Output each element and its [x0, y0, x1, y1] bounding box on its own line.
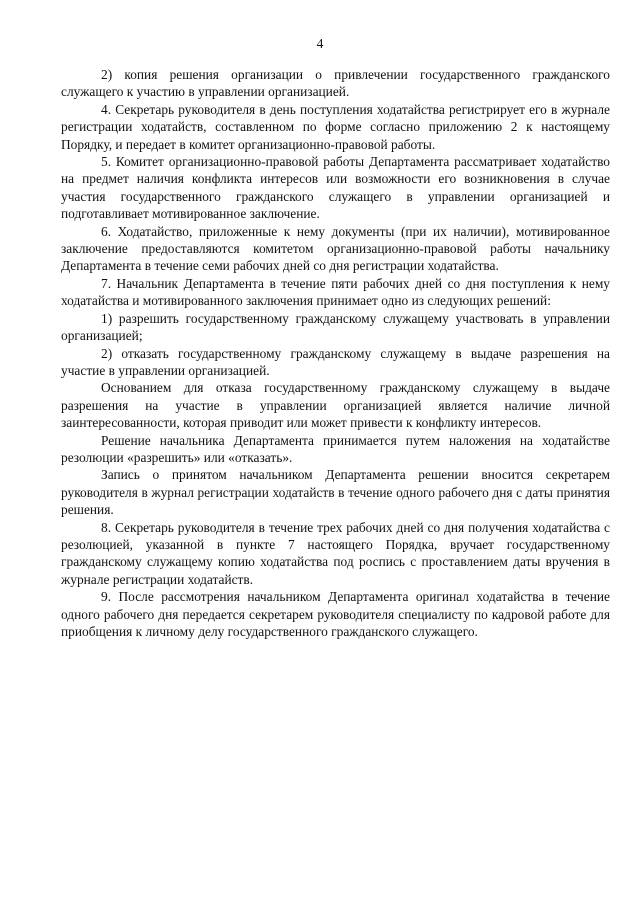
paragraph-4-registration: 4. Секретарь руководителя в день поступления ходатайства регистрирует его в журнале регистрации ходатайств, составленном по форме согласно приложению 2 к настоящему Порядку, и передает в комитет организационно-правовой работы.: [61, 101, 610, 152]
paragraph-resolution: Решение начальника Департамента принимается путем наложения на ходатайстве резолюции «разрешить» или «отказать».: [61, 432, 610, 465]
paragraph-8-delivery: 8. Секретарь руководителя в течение трех рабочих дней со дня получения ходатайства с резолюцией, указанной в пункте 7 настоящего Порядка, вручает государственному гражданскому служащему копию ходатайства под роспись с проставлением даты вручения в журнале регистрации ходатайств.: [61, 519, 610, 587]
paragraph-7-option-1: 1) разрешить государственному гражданскому служащему участвовать в управлении организацией;: [61, 310, 610, 344]
paragraph-refusal-grounds: Основанием для отказа государственному гражданскому служащему в выдаче разрешения на участие в управлении организацией является наличие личной заинтересованности, которая приводит или может привести к конфликту интересов.: [61, 380, 610, 431]
paragraph-7-decision: 7. Начальник Департамента в течение пяти рабочих дней со дня поступления к нему ходатайства и мотивированного заключения принимает одно из следующих решений:: [61, 275, 610, 309]
paragraph-7-option-2: 2) отказать государственному гражданскому служащему в выдаче разрешения на участие в управлении организацией.: [61, 345, 610, 378]
paragraph-6-submission: 6. Ходатайство, приложенные к нему документы (при их наличии), мотивированное заключение предоставляются комитетом организационно-правовой работы начальнику Департамента в течение семи рабочих дней со дня регистрации ходатайства.: [61, 223, 610, 274]
paragraph-5-committee-review: 5. Комитет организационно-правовой работы Департамента рассматривает ходатайство на предмет наличия конфликта интересов или возможности его возникновения в случае участия государственного гражданского служащего в управлении организацией и подготавливает мотивированное заключение.: [61, 154, 610, 222]
document-body: [61, 66, 610, 640]
paragraph-item-2-copy: 2) копия решения организации о привлечении государственного гражданского служащего к участию в управлении организацией.: [61, 67, 610, 100]
page-number: 4: [316, 36, 324, 51]
paragraph-9-personal-file: 9. После рассмотрения начальником Департамента оригинал ходатайства в течение одного рабочего дня передается секретарем руководителя специалисту по кадровой работе для приобщения к личному делу государственного гражданского служащего.: [61, 589, 610, 639]
paragraph-journal-record: Запись о принятом начальником Департамента решении вносится секретарем руководителя в журнал регистрации ходатайств в течение одного рабочего дня с даты принятия решения.: [61, 467, 610, 518]
